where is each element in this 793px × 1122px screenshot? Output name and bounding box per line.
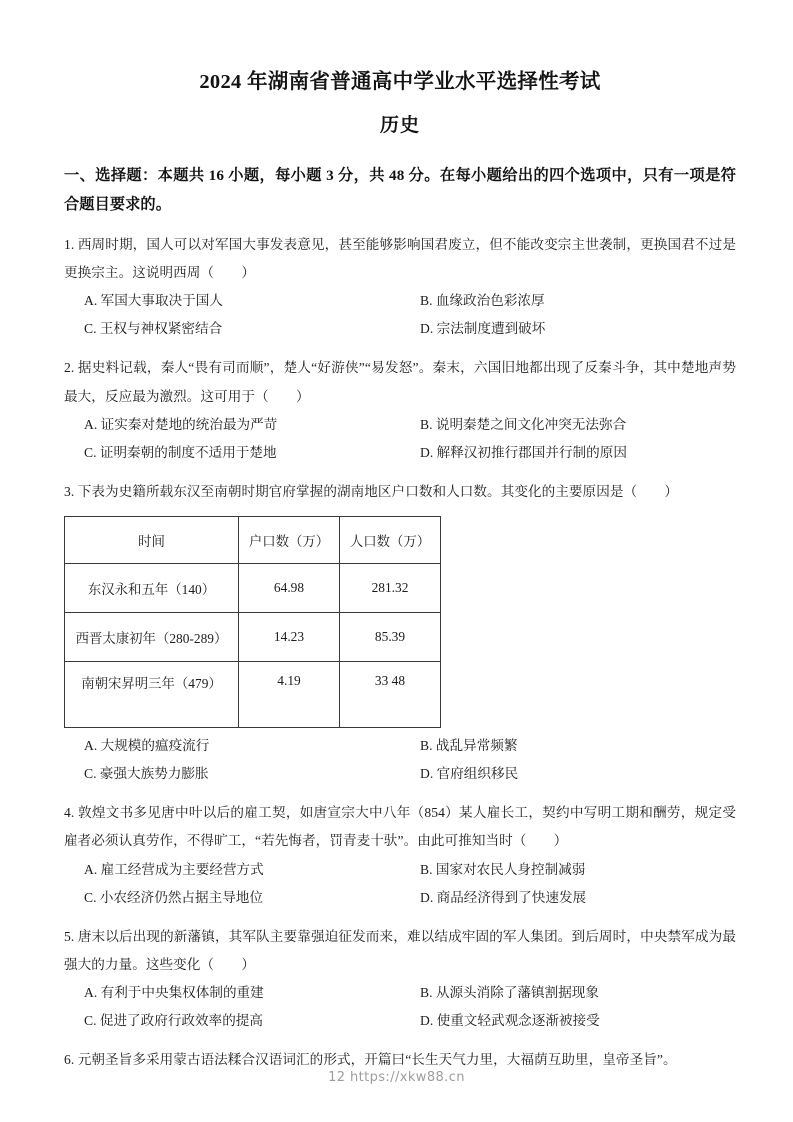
option-d[interactable]: D. 官府组织移民 <box>420 766 519 782</box>
option-list <box>64 411 736 467</box>
option-c[interactable]: C. 小农经济仍然占据主导地位 <box>84 889 263 905</box>
option-c[interactable]: C. 王权与神权紧密结合 <box>84 321 223 337</box>
table-cell-population: 281.32 <box>340 564 441 613</box>
option-a[interactable]: A. 有利于中央集权体制的重建 <box>84 985 264 1001</box>
question-stem: 6. 元朝圣旨多采用蒙古语法糅合汉语词汇的形式，开篇曰“长生天气力里，大福荫互助里，皇帝圣旨”。 <box>64 1052 677 1068</box>
table-row <box>65 662 441 728</box>
page-watermark: 12 https://xkw88.cn <box>328 1070 465 1085</box>
table-cell-population: 33 48 <box>340 662 441 728</box>
population-table <box>64 516 441 728</box>
subject-title: 历史 <box>379 114 420 136</box>
option-row <box>64 732 736 760</box>
question-stem: 2. 据史料记载，秦人“畏有司而顺”，楚人“好游侠”“易发怒”。秦末，六国旧地都出现了反秦斗争，其中楚地声势最大，反应最为激烈。这可用于（ ） <box>64 360 736 404</box>
table-cell-households: 14.23 <box>239 613 340 662</box>
option-b[interactable]: B. 战乱异常频繁 <box>420 738 518 754</box>
option-b[interactable]: B. 从源头消除了藩镇割据现象 <box>420 985 599 1001</box>
option-b[interactable]: B. 血缘政治色彩浓厚 <box>420 293 545 309</box>
option-d[interactable]: D. 宗法制度遭到破坏 <box>420 321 546 337</box>
table-header-cell: 户口数（万） <box>239 517 340 564</box>
question-stem: 3. 下表为史籍所载东汉至南朝时期官府掌握的湖南地区户口数和人口数。其变化的主要原因是（ ） <box>64 483 679 499</box>
table-row <box>65 613 441 662</box>
table-cell-period: 南朝宋昇明三年（479） <box>65 662 239 728</box>
option-row <box>64 760 736 788</box>
table-header-cell: 人口数（万） <box>340 517 441 564</box>
table-row <box>65 564 441 613</box>
option-a[interactable]: A. 证实秦对楚地的统治最为严苛 <box>84 416 278 432</box>
option-row <box>64 315 736 343</box>
option-d[interactable]: D. 解释汉初推行郡国并行制的原因 <box>420 444 627 460</box>
option-list <box>64 856 736 912</box>
option-row <box>64 411 736 439</box>
option-list <box>64 287 736 343</box>
table-cell-households: 64.98 <box>239 564 340 613</box>
option-c[interactable]: C. 证明秦朝的制度不适用于楚地 <box>84 444 277 460</box>
option-list <box>64 732 736 788</box>
option-row <box>64 439 736 467</box>
question-3 <box>64 467 736 788</box>
table-cell-period: 东汉永和五年（140） <box>65 564 239 613</box>
page-content <box>64 0 736 1074</box>
question-6 <box>64 1035 736 1074</box>
option-row <box>64 856 736 884</box>
section-instruction: 一、选择题：本题共 16 小题，每小题 3 分，共 48 分。在每小题给出的四个选项中，只有一项是符合题目要求的。 <box>64 166 736 214</box>
table-header-row <box>65 517 441 564</box>
option-row <box>64 979 736 1007</box>
question-stem: 5. 唐末以后出现的新藩镇，其军队主要靠强迫征发而来，难以结成牢固的军人集团。到后周时，中央禁军成为最强大的力量。这些变化（ ） <box>64 928 736 972</box>
option-c[interactable]: C. 豪强大族势力膨胀 <box>84 766 209 782</box>
option-d[interactable]: D. 使重文轻武观念逐渐被接受 <box>420 1013 600 1029</box>
option-row <box>64 884 736 912</box>
page-title: 2024 年湖南省普通高中学业水平选择性考试 <box>199 71 601 93</box>
option-a[interactable]: A. 雇工经营成为主要经营方式 <box>84 861 264 877</box>
option-a[interactable]: A. 军国大事取决于国人 <box>84 293 223 309</box>
option-c[interactable]: C. 促进了政府行政效率的提高 <box>84 1013 263 1029</box>
question-stem: 4. 敦煌文书多见唐中叶以后的雇工契，如唐宣宗大中八年（854）某人雇长工，契约中写明工期和酬劳，规定受雇者必须认真劳作，不得旷工，“若先悔者，罚青麦十驮”。由此可推知当时（ ） <box>64 805 736 849</box>
question-5 <box>64 912 736 1036</box>
option-row <box>64 1007 736 1035</box>
table-cell-households: 4.19 <box>239 662 340 728</box>
table-cell-period: 西晋太康初年（280-289） <box>65 613 239 662</box>
table-cell-population: 85.39 <box>340 613 441 662</box>
option-b[interactable]: B. 说明秦楚之间文化冲突无法弥合 <box>420 416 627 432</box>
option-list <box>64 979 736 1035</box>
option-a[interactable]: A. 大规模的瘟疫流行 <box>84 738 210 754</box>
question-2 <box>64 343 736 467</box>
population-table-wrapper <box>64 506 736 732</box>
question-4 <box>64 788 736 912</box>
option-b[interactable]: B. 国家对农民人身控制减弱 <box>420 861 586 877</box>
option-row <box>64 287 736 315</box>
question-stem: 1. 西周时期，国人可以对军国大事发表意见，甚至能够影响国君废立，但不能改变宗主世袭制，更换国君不过是更换宗主。这说明西周（ ） <box>64 236 736 281</box>
option-d[interactable]: D. 商品经济得到了快速发展 <box>420 889 587 905</box>
table-header-cell: 时间 <box>65 517 239 564</box>
question-1 <box>64 220 736 344</box>
